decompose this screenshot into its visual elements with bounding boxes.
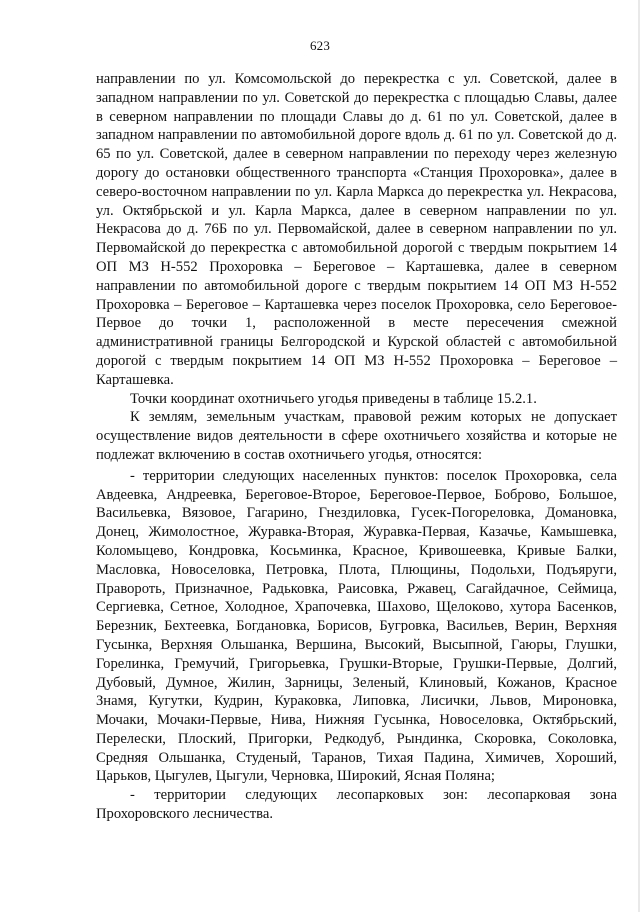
excluded-lands-intro-paragraph: К землям, земельным участкам, правовой режим которых не допускает осуществление видов деятельности в сфере охотничьего хозяйства и которые не подлежат включению в состав охотничьего угодья, относятся: bbox=[96, 409, 617, 463]
coordinates-reference-paragraph: Точки координат охотничьего угодья приведены в таблице 15.2.1. bbox=[130, 390, 537, 407]
boundary-description-paragraph: направлении по ул. Комсомольской до перекрестка с ул. Советской, далее в западном направлении по ул. Советской до перекрестка с площадью Славы, далее в северном направлении по площади Славы до д. 61 по ул. Советской, далее в западном направлении по автомобильной дороге вдоль д. 61 по ул. Советской до д. 65 по ул. Советской, далее в северном направлении по переходу через железную дорогу до остановки общественного транспорта «Станция Прохоровка», далее в северо-восточном направлении по ул. Карла Маркса до перекрестка ул. Некрасова, ул. Октябрьской и ул. Карла Маркса, далее в северном направлении по ул. Некрасова до д. 76Б по ул. Первомайской, далее в северном направлении по ул. Первомайской до перекрестка с автомобильной дорогой с твердым покрытием 14 ОП МЗ Н-552 Прохоровка – Береговое – Карташевка, далее в северном направлении по автомобильной дороге с твердым покрытием 14 ОП МЗ Н-552 Прохоровка – Береговое – Карташевка через поселок Прохоровка, село Береговое-Первое до точки 1, расположенной в месте пересечения смежной административной границы Белгородской и Курской областей с автомобильной дорогой с твердым покрытием 14 ОП МЗ Н-552 Прохоровка – Береговое – Карташевка. bbox=[96, 71, 617, 388]
excluded-territories-list bbox=[96, 465, 617, 824]
settlements-list-item: - территории следующих населенных пунктов: поселок Прохоровка, села Авдеевка, Андреевка, Береговое-Второе, Береговое-Первое, Боброво, Большое, Васильевка, Вязовое, Гагарино, Гнездиловка, Гусек-Погореловка, Домановка, Донец, Жимолостное, Журавка-Вторая, Журавка-Первая, Казачье, Камышевка, Коломыцево, Кондровка, Косьминка, Красное, Кривошеевка, Кривые Балки, Масловка, Новоселовка, Петровка, Плота, Плющины, Подольхи, Подъяруги, Правороть, Призначное, Радьковка, Раисовка, Ржавец, Сагайдачное, Сеймица, Сергиевка, Сетное, Холодное, Храпочевка, Шахово, Щелоково, хутора Басенков, Березник, Бехтеевка, Богдановка, Борисов, Бугровка, Васильев, Верин, Верхняя Гусынка, Верхняя Ольшанка, Вершина, Высокий, Высыпной, Гаюры, Глушки, Горелинка, Гремучий, Григорьевка, Грушки-Вторые, Грушки-Первые, Долгий, Дубовый, Думное, Жилин, Зарницы, Зеленый, Клиновый, Кожанов, Красное Знамя, Кугутки, Кудрин, Кураковка, Липовка, Лисички, Львов, Мироновка, Мочаки, Мочаки-Первые, Нива, Нижняя Гусынка, Новоселовка, Октябрьский, Перелески, Плоский, Пригорки, Редкодуб, Рындинка, Скоровка, Соколовка, Средняя Ольшанка, Студеный, Таранов, Тихая Падина, Химичев, Хороший, Царьков, Цыгулев, Цыгули, Черновка, Широкий, Ясная Поляна; bbox=[96, 467, 617, 785]
page-number: 623 bbox=[309, 38, 331, 53]
forest-park-zones-list-item: - территории следующих лесопарковых зон: лесопарковая зона Прохоровского лесничества. bbox=[96, 787, 617, 823]
document-body bbox=[96, 70, 617, 824]
